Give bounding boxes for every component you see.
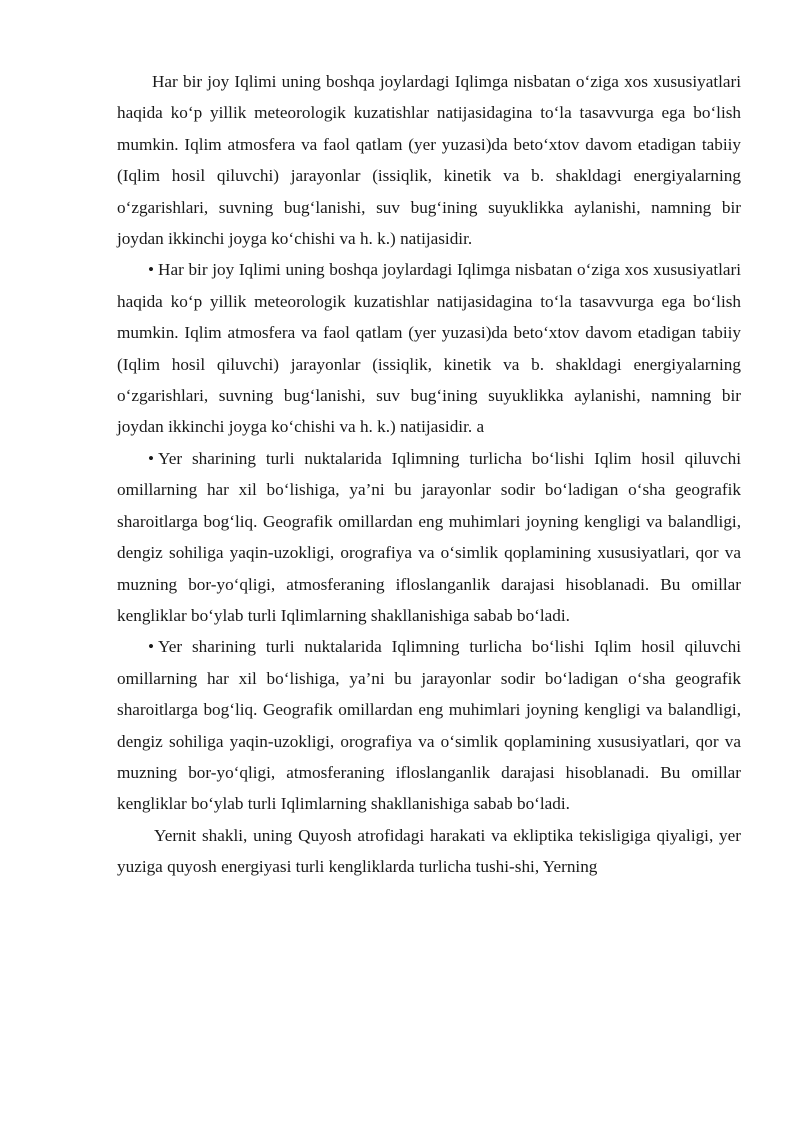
paragraph-2	[117, 820, 741, 883]
paragraph-text: Har bir joy Iqlimi uning boshqa joylardagi Iqlimga nisbatan o‘ziga xos xususiyatlari haqida ko‘p yillik meteorologik kuzatishlar natijasidagina to‘la tasavvurga ega bo‘lish mumkin. Iqlim atmosfera va faol qatlam (yer yuzasi)da beto‘xtov davom etadigan tabiiy (Iqlim hosil qiluvchi) jarayonlar (issiqlik, kinetik va b. shakldagi energiyalarning o‘zgarishlari, suvning bug‘lanishi, suv bug‘ining suyuklikka aylanishi, namning bir joydan ikkinchi joyga ko‘chishi va h. k.) natijasidir. a	[117, 260, 741, 437]
paragraph-text: Yer sharining turli nuktalarida Iqlimning turlicha bo‘lishi Iqlim hosil qiluvchi omillarning har xil bo‘lishiga, ya’ni bu jarayonlar sodir bo‘ladigan o‘sha geografik sharoitlarga bog‘liq. Geografik omillardan eng muhimlari joyning kengligi va balandligi, dengiz sohiliga yaqin-uzokligi, orografiya va o‘simlik qoplamining xususiyatlari, qor va muzning bor-yo‘qligi, atmosferaning ifloslanganlik darajasi hisoblanadi. Bu omillar kengliklar bo‘ylab turli Iqlimlarning shakllanishiga sabab bo‘ladi.	[117, 448, 741, 625]
bullet-icon: •	[148, 448, 155, 468]
paragraph-text: Yernit shakli, uning Quyosh atrofidagi harakati va ekliptika tekisligiga qiyaligi, yer yuziga quyosh energiyasi turli kengliklarda turlicha tushi-shi, Yerning	[117, 825, 741, 877]
paragraph-text: Har bir joy Iqlimi uning boshqa joylardagi Iqlimga nisbatan o‘ziga xos xususiyatlari haqida ko‘p yillik meteorologik kuzatishlar natijasidagina to‘la tasavvurga ega bo‘lish mumkin. Iqlim atmosfera va faol qatlam (yer yuzasi)da beto‘xtov davom etadigan tabiiy (Iqlim hosil qiluvchi) jarayonlar (issiqlik, kinetik va b. shakldagi energiyalarning o‘zgarishlari, suvning bug‘lanishi, suv bug‘ining suyuklikka aylanishi, namning bir joydan ikkinchi joyga ko‘chishi va h. k.) natijasidir.	[117, 72, 741, 249]
bullet-paragraph-1	[117, 254, 741, 442]
bullet-icon: •	[148, 637, 155, 657]
paragraph-text: Yer sharining turli nuktalarida Iqlimning turlicha bo‘lishi Iqlim hosil qiluvchi omillarning har xil bo‘lishiga, ya’ni bu jarayonlar sodir bo‘ladigan o‘sha geografik sharoitlarga bog‘liq. Geografik omillardan eng muhimlari joyning kengligi va balandligi, dengiz sohiliga yaqin-uzokligi, orografiya va o‘simlik qoplamining xususiyatlari, qor va muzning bor-yo‘qligi, atmosferaning ifloslanganlik darajasi hisoblanadi. Bu omillar kengliklar bo‘ylab turli Iqlimlarning shakllanishiga sabab bo‘ladi.	[117, 637, 741, 814]
bullet-paragraph-2	[117, 443, 741, 631]
bullet-paragraph-3	[117, 631, 741, 819]
document-page	[117, 66, 741, 883]
bullet-icon: •	[148, 260, 155, 280]
paragraph-1	[117, 66, 741, 254]
